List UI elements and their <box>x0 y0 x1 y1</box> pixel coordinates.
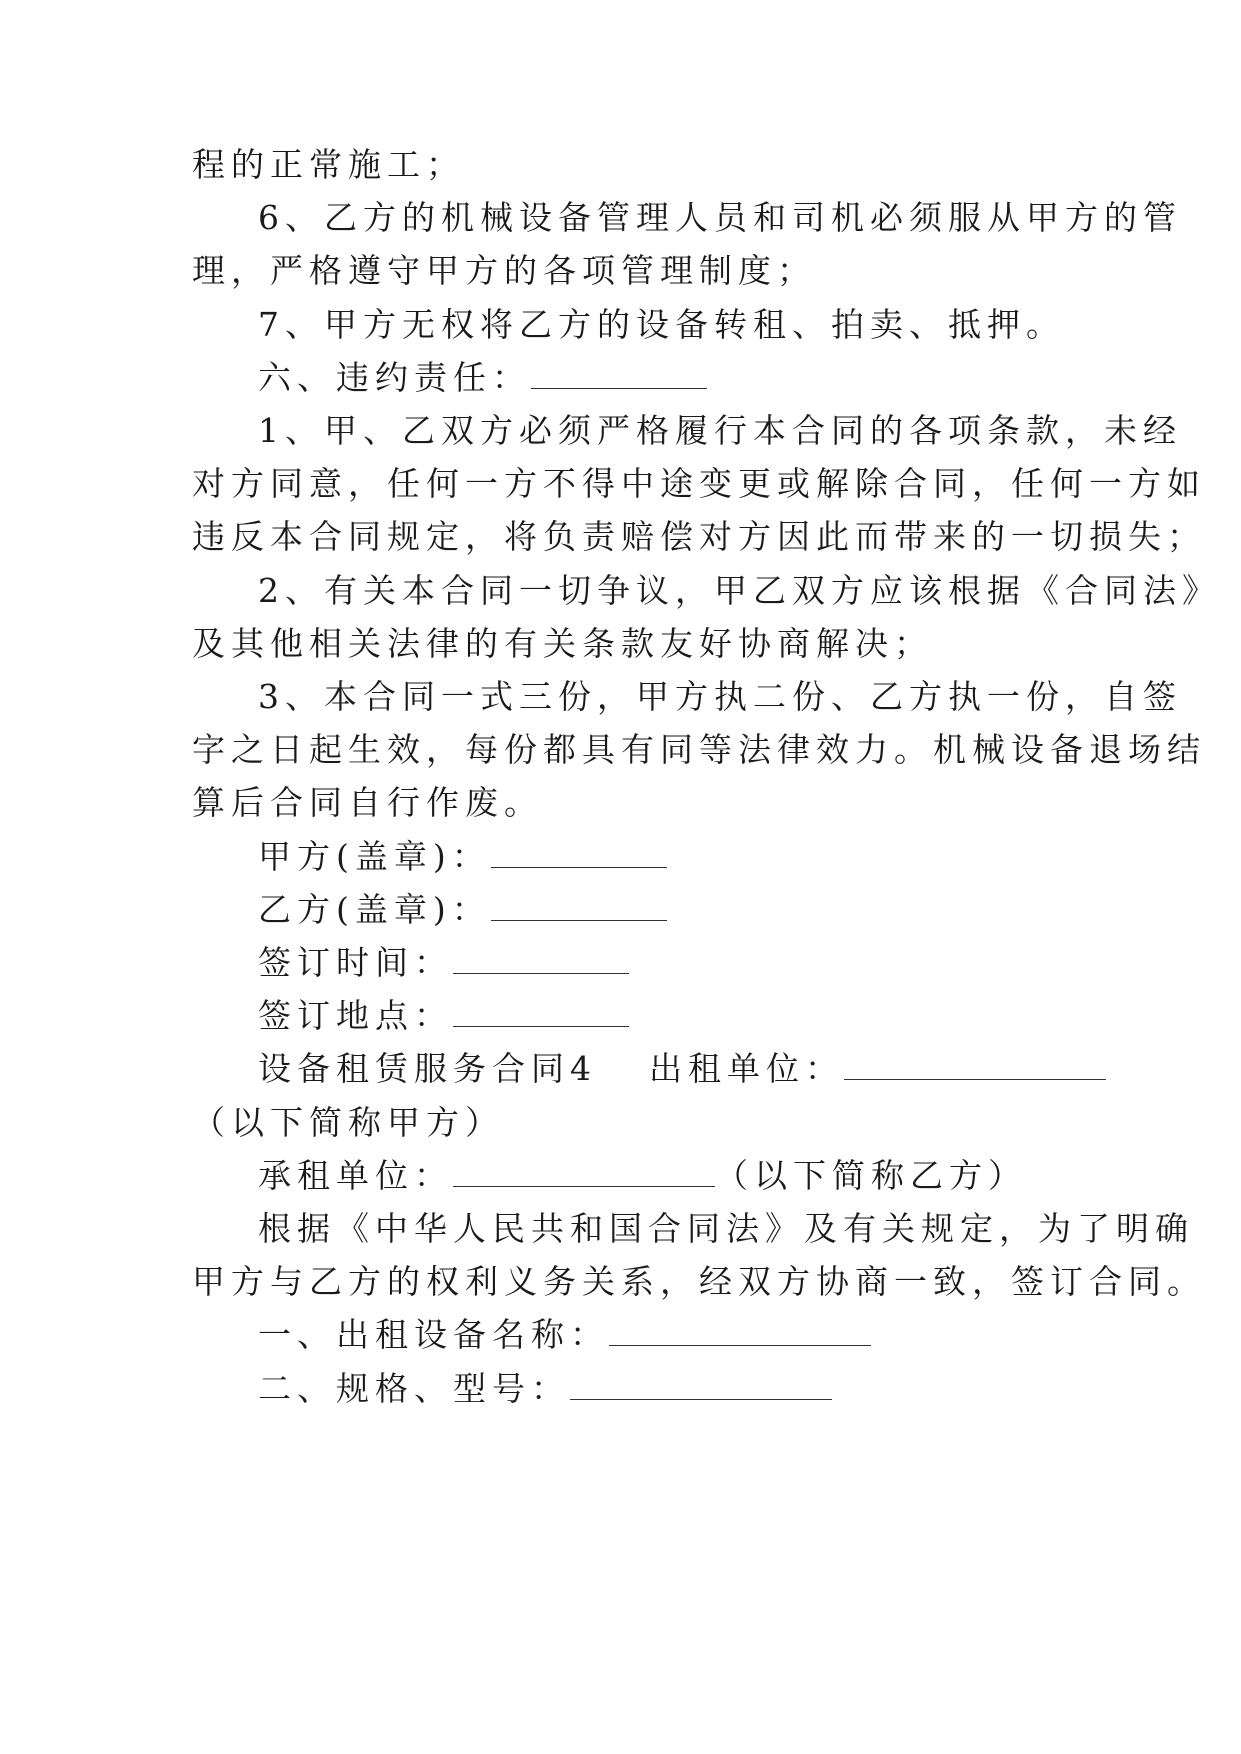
text: 一、出租设备名称： <box>258 1315 609 1354</box>
text-line <box>0 675 1241 719</box>
fill-blank <box>531 358 707 389</box>
text: 6、乙方的机械设备管理人员和司机必须服从甲方的管 <box>258 198 1182 237</box>
text-line <box>0 462 1241 506</box>
signing-place <box>0 994 1241 1038</box>
text: 3、本合同一式三份，甲方执二份、乙方执一份，自签 <box>258 677 1182 716</box>
equipment-name-line <box>0 1313 1241 1357</box>
text-line <box>0 1101 1241 1145</box>
text: 根据《中华人民共和国合同法》及有关规定，为了明确 <box>258 1209 1194 1248</box>
fill-blank <box>609 1315 871 1346</box>
text-line <box>0 303 1241 347</box>
text-line <box>0 515 1241 559</box>
text-line <box>0 728 1241 772</box>
text-line <box>0 1260 1241 1304</box>
signing-date <box>0 941 1241 985</box>
text-line <box>0 622 1241 666</box>
signature-party-a <box>0 835 1241 879</box>
text: 甲方与乙方的权利义务关系，经双方协商一致，签订合同。 <box>192 1262 1206 1301</box>
text: 乙方(盖章)： <box>258 890 491 929</box>
contract-title-line <box>0 1047 1241 1091</box>
fill-blank <box>491 890 667 921</box>
fill-blank <box>453 996 629 1027</box>
text: （以下简称甲方） <box>192 1103 504 1142</box>
section-heading <box>0 356 1241 400</box>
fill-blank <box>453 1156 715 1187</box>
text: 2、有关本合同一切争议，甲乙双方应该根据《合同法》 <box>258 571 1221 610</box>
text: 违反本合同规定，将负责赔偿对方因此而带来的一切损失； <box>192 517 1206 556</box>
text: 理，严格遵守甲方的各项管理制度； <box>192 251 816 290</box>
fill-blank <box>453 943 629 974</box>
text: 字之日起生效，每份都具有同等法律效力。机械设备退场结 <box>192 730 1206 769</box>
text: （以下简称乙方） <box>715 1156 1027 1195</box>
text: 及其他相关法律的有关条款友好协商解决； <box>192 624 933 663</box>
equipment-model-line <box>0 1367 1241 1411</box>
text: 甲方(盖章)： <box>258 837 491 876</box>
text: 签订时间： <box>258 943 453 982</box>
text-line <box>0 196 1241 240</box>
text: 7、甲方无权将乙方的设备转租、拍卖、抵押。 <box>258 305 1065 344</box>
text: 二、规格、型号： <box>258 1369 570 1408</box>
lessor-label: 出租单位： <box>649 1049 844 1088</box>
text-line <box>0 249 1241 293</box>
text: 对方同意，任何一方不得中途变更或解除合同，任何一方如 <box>192 464 1206 503</box>
fill-blank <box>570 1369 832 1400</box>
text: 签订地点： <box>258 996 453 1035</box>
text: 六、违约责任： <box>258 358 531 397</box>
lessee-line <box>0 1154 1241 1198</box>
text-line <box>0 781 1241 825</box>
signature-party-b <box>0 888 1241 932</box>
fill-blank <box>844 1049 1106 1080</box>
contract-title: 设备租赁服务合同4 <box>258 1049 597 1088</box>
text: 1、甲、乙双方必须严格履行本合同的各项条款，未经 <box>258 411 1182 450</box>
text-line <box>0 409 1241 453</box>
text-line <box>0 143 1241 187</box>
text-line <box>0 1207 1241 1251</box>
text-line <box>0 569 1241 613</box>
text: 算后合同自行作废。 <box>192 783 543 822</box>
text: 程的正常施工； <box>192 145 465 184</box>
fill-blank <box>491 837 667 868</box>
lessee-label: 承租单位： <box>258 1156 453 1195</box>
